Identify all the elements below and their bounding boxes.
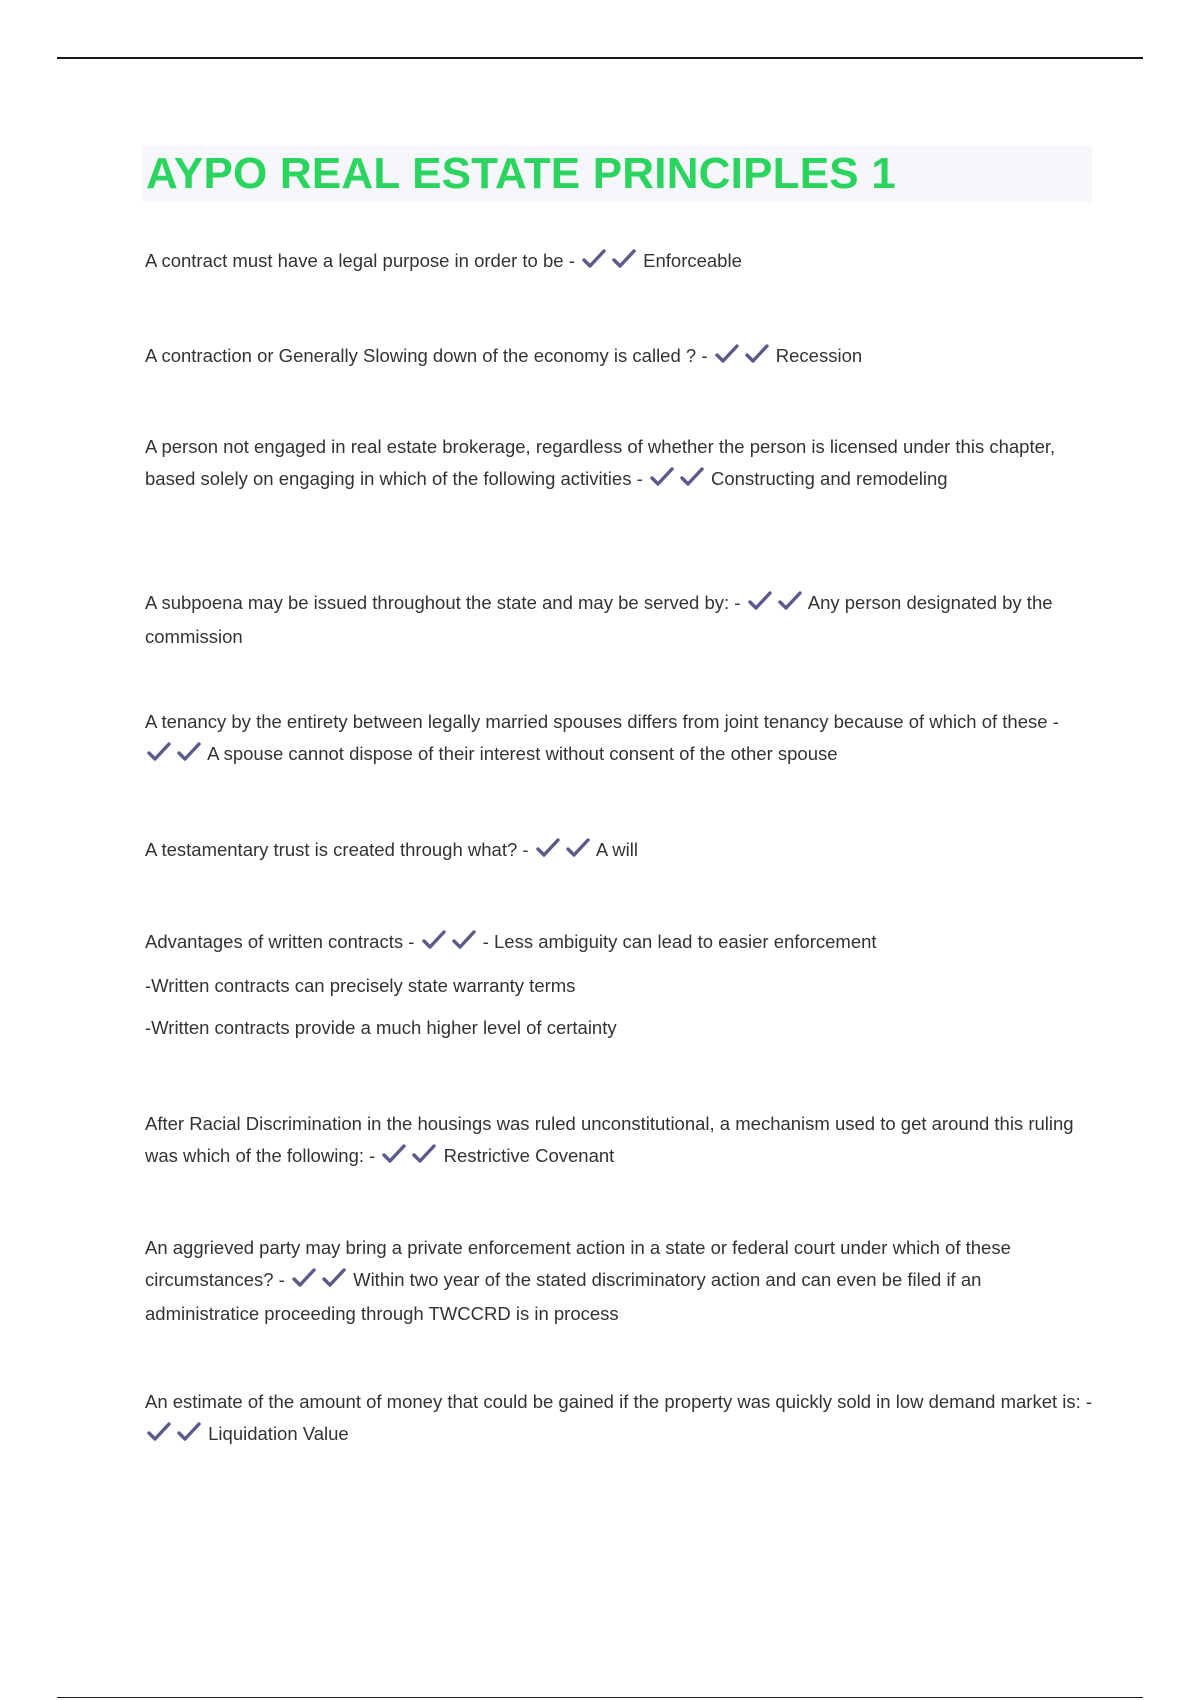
- question-text: A testamentary trust is created through what? -: [145, 839, 529, 860]
- check-icon: [412, 1144, 436, 1164]
- double-check-icon: [582, 247, 636, 279]
- document-title: AYPO REAL ESTATE PRINCIPLES 1: [146, 149, 896, 198]
- answer-text: Within two year of the stated discriminatory action and can even be filed if an administratice proceeding through TWCCRD is in process: [145, 1269, 982, 1324]
- check-icon: [382, 1144, 406, 1164]
- answer-text: - Less ambiguity can lead to easier enforcement: [482, 931, 877, 952]
- question-text: A contract must have a legal purpose in order to be -: [145, 250, 575, 271]
- qa-item-9: [145, 1232, 1095, 1330]
- qa-item-8: [145, 1108, 1095, 1174]
- answer-text: Recession: [775, 345, 863, 366]
- answer-text: A spouse cannot dispose of their interest without consent of the other spouse: [207, 743, 838, 764]
- question-text: A contraction or Generally Slowing down of the economy is called ? -: [145, 345, 708, 366]
- top-rule: [57, 57, 1143, 59]
- question-text: A subpoena may be issued throughout the state and may be served by: -: [145, 592, 741, 613]
- qa-item-10: [145, 1386, 1095, 1452]
- double-check-icon: [536, 836, 590, 868]
- double-check-icon: [147, 1420, 201, 1452]
- double-check-icon: [650, 465, 704, 497]
- qa-item-1: [145, 245, 1095, 279]
- check-icon: [322, 1268, 346, 1288]
- qa-item-7: [145, 926, 1095, 1044]
- check-icon: [650, 467, 674, 487]
- check-icon: [422, 930, 446, 950]
- answer-text: Constructing and remodeling: [711, 468, 948, 489]
- check-icon: [612, 249, 636, 269]
- check-icon: [566, 838, 590, 858]
- check-icon: [582, 249, 606, 269]
- check-icon: [452, 930, 476, 950]
- question-text: An estimate of the amount of money that could be gained if the property was quickly sold in low demand market is: -: [145, 1391, 1093, 1412]
- question-text: After Racial Discrimination in the housings was ruled unconstitutional, a mechanism used to get around this ruling was which of the following: -: [145, 1113, 1074, 1166]
- check-icon: [292, 1268, 316, 1288]
- double-check-icon: [715, 342, 769, 374]
- bottom-rule: [57, 1697, 1143, 1698]
- check-icon: [778, 591, 802, 611]
- double-check-icon: [748, 589, 802, 621]
- double-check-icon: [292, 1266, 346, 1298]
- question-text: An aggrieved party may bring a private enforcement action in a state or federal court under which of these circumstances? -: [145, 1237, 1011, 1290]
- double-check-icon: [382, 1142, 436, 1174]
- answer-continuation: -Written contracts provide a much higher level of certainty: [145, 1017, 617, 1038]
- check-icon: [680, 467, 704, 487]
- check-icon: [536, 838, 560, 858]
- answer-text: Restrictive Covenant: [443, 1145, 615, 1166]
- question-text: A person not engaged in real estate brokerage, regardless of whether the person is licensed under this chapter, based solely on engaging in which of the following activities -: [145, 436, 1056, 489]
- check-icon: [745, 344, 769, 364]
- double-check-icon: [147, 740, 201, 772]
- qa-item-4: [145, 587, 1095, 653]
- qa-item-2: [145, 340, 1095, 374]
- question-text: Advantages of written contracts -: [145, 931, 415, 952]
- qa-item-5: [145, 706, 1095, 772]
- answer-text: Liquidation Value: [208, 1423, 349, 1444]
- question-text: A tenancy by the entirety between legally married spouses differs from joint tenancy because of which of these -: [145, 711, 1059, 732]
- check-icon: [177, 742, 201, 762]
- answer-text: A will: [595, 839, 638, 860]
- check-icon: [715, 344, 739, 364]
- check-icon: [748, 591, 772, 611]
- answer-text: Enforceable: [643, 250, 742, 271]
- double-check-icon: [422, 928, 476, 960]
- qa-item-6: [145, 834, 1095, 868]
- answer-text: Any person designated by the commission: [145, 592, 1053, 647]
- check-icon: [147, 742, 171, 762]
- check-icon: [177, 1422, 201, 1442]
- answer-continuation: -Written contracts can precisely state warranty terms: [145, 975, 576, 996]
- check-icon: [147, 1422, 171, 1442]
- qa-item-3: [145, 431, 1095, 497]
